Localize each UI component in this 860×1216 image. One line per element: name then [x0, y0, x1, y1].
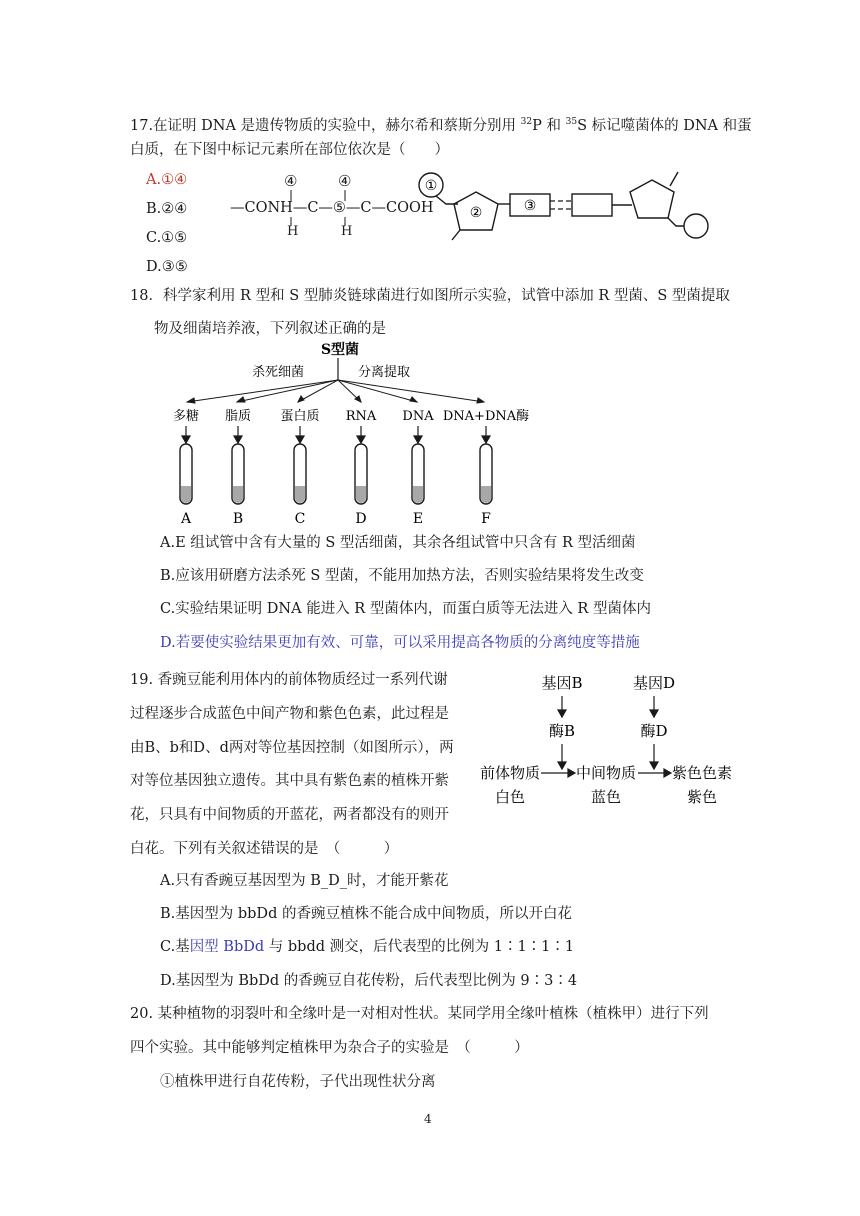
- gene-b-label: 基因B: [541, 674, 583, 692]
- substance-dna: DNA: [402, 409, 434, 424]
- separate-extract-label: 分离提取: [357, 365, 411, 380]
- formula-h-1: H: [287, 224, 299, 239]
- precursor-label: 前体物质: [479, 764, 541, 782]
- gene-d-label: 基因D: [632, 674, 676, 692]
- formula-main-chain: —CONH—C—⑤—C—COOH: [230, 200, 434, 216]
- pigment-color-label: 紫色: [686, 788, 718, 806]
- q18-option-a: A.E 组试管中含有大量的 S 型活细菌，其余各组试管中只含有 R 型活细菌: [160, 535, 636, 551]
- tube-label-f: F: [481, 511, 491, 527]
- q19-option-b: B.基因型为 bbDd 的香豌豆植株不能合成中间物质，所以开白花: [160, 906, 572, 922]
- q17-option-c: C.①⑤: [146, 230, 188, 246]
- formula-top-1: ④: [284, 172, 298, 190]
- q19-stem-line2: 过程逐步合成蓝色中间产物和紫色色素，此过程是: [130, 706, 449, 722]
- kill-bacteria-label: 杀死细菌: [251, 365, 305, 380]
- tube-a: [180, 444, 192, 504]
- phosphate-label: ①: [424, 178, 438, 194]
- tube-label-c: C: [294, 511, 306, 527]
- tube-b: [232, 444, 244, 504]
- q19-stem-line1: 19. 香豌豆能利用体内的前体物质经过一系列代谢: [130, 672, 448, 688]
- tube-label-a: A: [180, 511, 192, 527]
- q17-stem-line1: 17.在证明 DNA 是遗传物质的实验中，赫尔希和蔡斯分别用 $^{32}$P 和 $^{35}$S 标记噬菌体的 DNA 和蛋: [130, 117, 752, 134]
- q17-option-b: B.②④: [146, 201, 188, 217]
- test-tubes: [180, 444, 492, 504]
- q19-stem-line6: 白花。下列有关叙述错误的是 （ ）: [130, 841, 399, 857]
- s-strain-label: S型菌: [320, 342, 360, 358]
- pigment-pathway-diagram: [478, 672, 748, 812]
- tube-label-e: E: [412, 511, 424, 527]
- formula-h-2: H: [341, 224, 353, 239]
- q19-option-d: D.基因型为 BbDd 的香豌豆自花传粉，后代表型比例为 9∶3∶4: [160, 973, 578, 989]
- formula-top-2: ④: [338, 172, 352, 190]
- page-number: 4: [424, 1112, 432, 1126]
- q17-stem-line2: 白质，在下图中标记元素所在部位依次是（ ）: [130, 142, 449, 158]
- substance-protein: 蛋白质: [280, 409, 320, 424]
- q17-option-a: A.①④: [146, 172, 188, 188]
- q19-stem-line3: 由B、b和D、d两对等位基因控制（如图所示），两: [130, 740, 454, 756]
- q18-option-c: C.实验结果证明 DNA 能进入 R 型菌体内，而蛋白质等无法进入 R 型菌体内: [160, 601, 651, 617]
- substance-rna: RNA: [345, 409, 377, 424]
- q18-option-b: B.应该用研磨方法杀死 S 型菌，不能用加热方法，否则实验结果将发生改变: [160, 568, 644, 584]
- intermediate-color-label: 蓝色: [590, 788, 622, 806]
- q20-item-1: ①植株甲进行自花传粉，子代出现性状分离: [160, 1074, 436, 1090]
- q19-option-a: A.只有香豌豆基因型为 B_D_时，才能开紫花: [160, 873, 449, 889]
- tube-d: [355, 444, 367, 504]
- q18-stem-line1: 18．科学家利用 R 型和 S 型肺炎链球菌进行如图所示实验，试管中添加 R 型菌、S 型菌提取: [130, 288, 730, 304]
- enzyme-b-label: 酶B: [548, 722, 576, 740]
- q18-option-d: D.若要使实验结果更加有效、可靠，可以采用提高各物质的分离纯度等措施: [160, 635, 640, 651]
- q20-stem-line2: 四个实验。其中能够判定植株甲为杂合子的实验是 （ ）: [130, 1040, 529, 1056]
- substance-dna-dnase: DNA+DNA酶: [442, 409, 530, 424]
- enzyme-d-label: 酶D: [640, 722, 668, 740]
- tube-c: [294, 444, 306, 504]
- tube-e: [412, 444, 424, 504]
- q20-stem-line1: 20. 某种植物的羽裂叶和全缘叶是一对相对性状。某同学用全缘叶植株（植株甲）进行下列: [130, 1006, 709, 1022]
- substance-lipid: 脂质: [224, 409, 252, 424]
- q17-option-d: D.③⑤: [146, 259, 188, 275]
- nucleotide-diagram: [418, 168, 718, 246]
- tube-f: [480, 444, 492, 504]
- substance-polysaccharide: 多糖: [172, 409, 200, 424]
- q18-stem-line2: 物及细菌培养液，下列叙述正确的是: [154, 321, 386, 337]
- tube-label-b: B: [232, 511, 244, 527]
- base-label: ③: [523, 198, 537, 214]
- pigment-label: 紫色色素: [671, 764, 733, 782]
- precursor-color-label: 白色: [494, 788, 526, 806]
- griffith-experiment-diagram: [160, 340, 560, 530]
- tube-label-d: D: [355, 511, 367, 527]
- q19-stem-line4: 对等位基因独立遗传。其中具有紫色素的植株开紫: [130, 773, 449, 789]
- sugar-label: ②: [469, 205, 483, 221]
- q19-option-c: C.基因型 BbDd 与 bbdd 测交，后代表型的比例为 1∶1∶1∶1: [160, 939, 575, 955]
- q19-stem-line5: 花，只具有中间物质的开蓝花，两者都没有的则开: [130, 807, 449, 823]
- intermediate-label: 中间物质: [575, 764, 637, 782]
